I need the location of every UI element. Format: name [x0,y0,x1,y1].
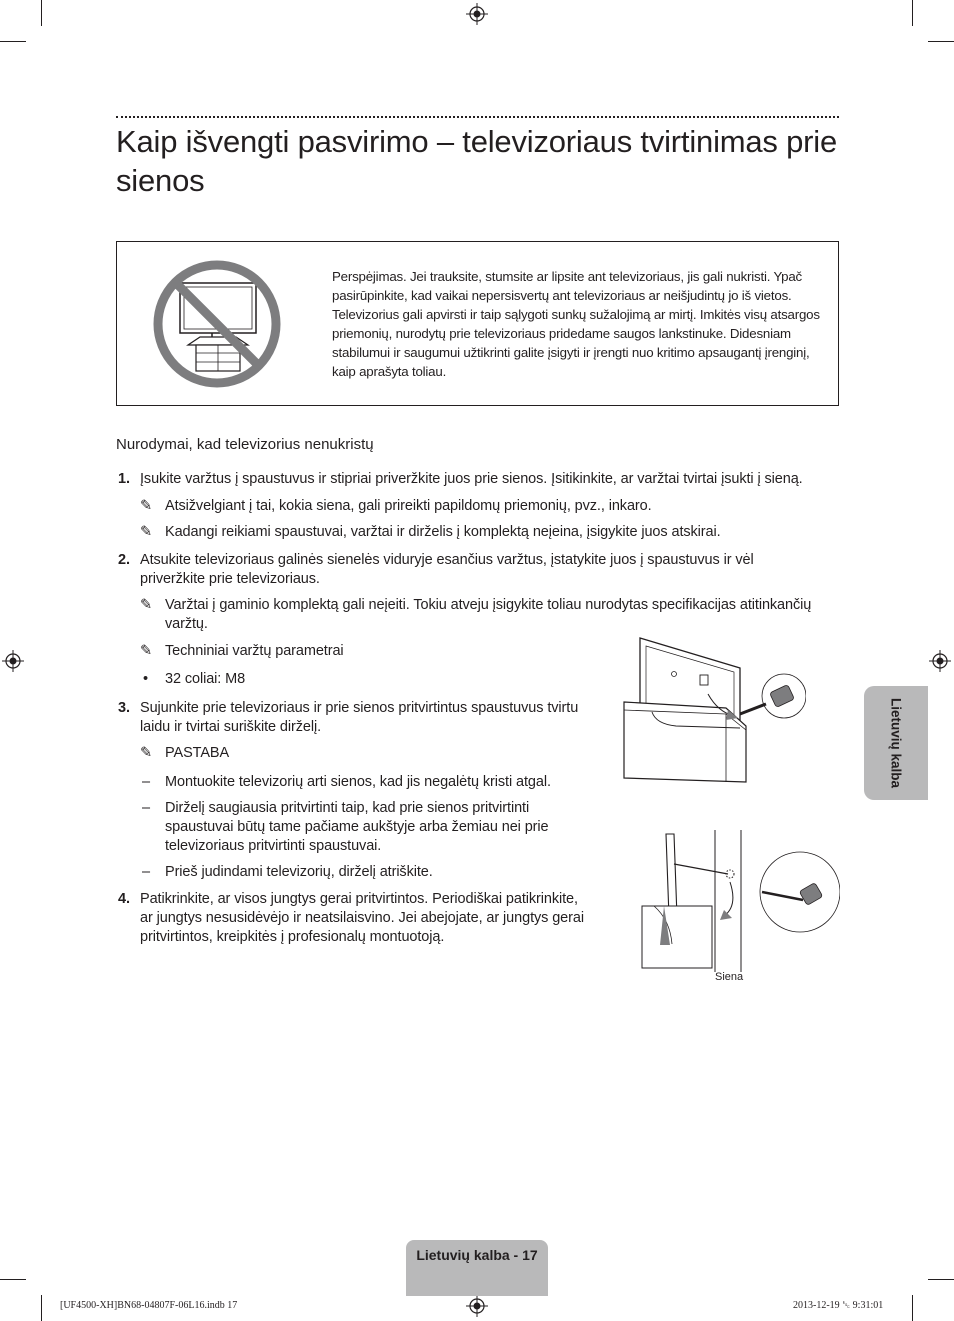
bullet-icon: • [143,671,148,687]
dash-icon: – [142,864,150,880]
note-text: Kadangi reikiami spaustuvai, varžtai ir dirželis į komplektą neįeina, įsigykite juos atskirai. [165,524,721,540]
step-text: Sujunkite prie televizoriaus ir prie sienos pritvirtintus spaustuvus tvirtu laidu ir tvirtai suriškite dirželį. [140,700,579,735]
registration-mark-icon [466,3,488,25]
note-text: Atsižvelgiant į tai, kokia siena, gali prireikti papildomų priemonių, pvz., inkaro. [165,498,652,514]
crop-mark [928,1279,954,1280]
page-title: Kaip išvengti pasvirimo – televizoriaus tvirtinimas prie sienos [116,124,838,198]
crop-mark [912,0,913,26]
dash-text: Dirželį saugiausia pritvirtinti taip, kad prie sienos pritvirtinti spaustuvai būtų tame pačiame aukštyje arba žemiau nei prie televizoriaus pritvirtinti spaustuvai. [165,800,549,854]
dash-icon: – [142,774,150,790]
step-text: Atsukite televizoriaus galinės sienelės viduryje esančius varžtus, įstatykite juos į spaustuvus ir vėl priveržkite prie televizoriaus. [140,552,754,587]
crop-mark [928,41,954,42]
step-number: 4. [118,891,130,907]
page-number: Lietuvių kalba - 17 [416,1247,538,1263]
warning-text: Perspėjimas. Jei trauksite, stumsite ar lipsite ant televizoriaus, jis gali nukristi. Ypač pasirūpinkite, kad vaikai nepersisvertų ant televizoriaus ar neišjudintų jo iš vietos. Televizorius gali apvirsti ir taip sąlygoti sunkų sužalojimą ar mirtį. Imkitės visų atsargos priemonių, nurodytų prie televizoriaus pridedame saugos lankstinuke. Didesniam stabilumui ir saugumui užtikrinti galite įsigyti ir įrengti nuo kritimo apsaugantį įrenginį, kaip aprašyta toliau. [332,269,820,379]
wall-strap-illustration [640,830,840,972]
title-rule [116,116,839,118]
crop-mark [41,0,42,26]
bullet-text: 32 coliai: M8 [165,671,246,687]
step-number: 1. [118,471,130,487]
section-heading: Nurodymai, kad televizorius nenukristų [116,436,374,453]
note-icon: ✎ [140,745,153,761]
crop-mark [0,1279,26,1280]
print-date-info: 2013-12-19 ␛ 9:31:01 [793,1300,884,1311]
note-icon: ✎ [140,597,153,613]
language-side-tab [864,686,928,800]
print-file-info: [UF4500-XH]BN68-04807F-06L16.indb 17 [60,1300,238,1311]
note-label: PASTABA [165,745,230,761]
crop-mark [912,1295,913,1321]
crop-mark [41,1295,42,1321]
step-number: 2. [118,552,130,568]
no-climbing-tv-icon [150,257,284,391]
registration-mark-icon [466,1295,488,1317]
registration-mark-icon [929,650,951,672]
note-icon: ✎ [140,498,153,514]
dash-text: Montuokite televizorių arti sienos, kad jis negalėtų kristi atgal. [165,774,551,790]
figure-caption: Siena [715,971,744,983]
dash-text: Prieš judindami televizorių, dirželį atriškite. [165,864,433,880]
note-icon: ✎ [140,524,153,540]
side-tab-label: Lietuvių kalba [888,697,904,789]
registration-mark-icon [2,650,24,672]
step-text: Įsukite varžtus į spaustuvus ir stipriai priveržkite juos prie sienos. Įsitikinkite, ar varžtai tvirtai įsukti į sieną. [140,471,803,487]
page-number-tab [406,1240,548,1296]
note-text: Techniniai varžtų parametrai [165,643,344,659]
crop-mark [0,41,26,42]
dash-icon: – [142,800,150,816]
step-text: Patikrinkite, ar visos jungtys gerai pritvirtintos. Periodiškai patikrinkite, ar jungtys nesusidėvėjo ir neatsilaisvino. Jei abejojate, ar jungtys gerai pritvirtintos, kreipkitės į profesionalų montuotoją. [140,891,584,945]
note-icon: ✎ [140,643,153,659]
tv-bracket-illustration [616,632,806,787]
step-number: 3. [118,700,130,716]
note-text: Varžtai į gaminio komplektą gali neįeiti. Tokiu atveju įsigykite toliau nurodytas specifikacijas atitinkančių varžtų. [165,597,812,632]
